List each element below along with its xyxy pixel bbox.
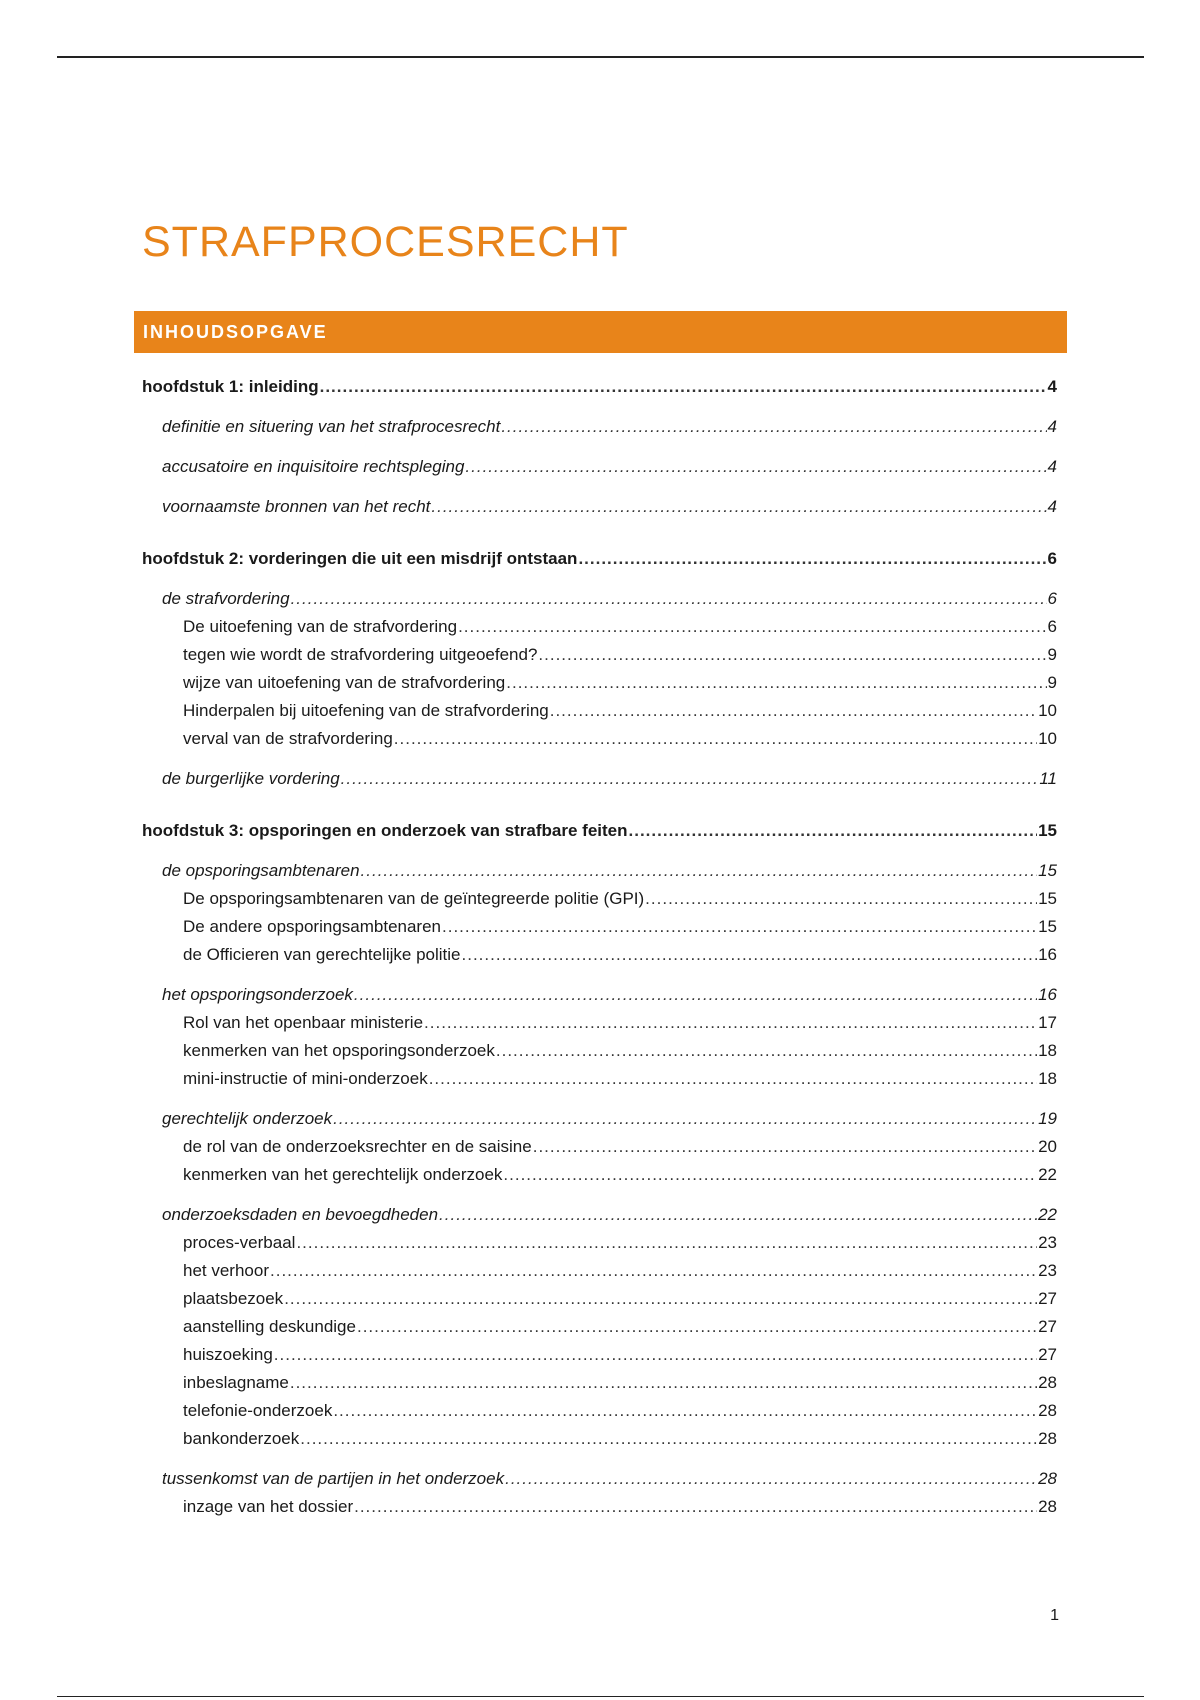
toc-entry-subsection[interactable] [142, 1040, 1057, 1062]
toc-entry-page: 15 [1038, 889, 1057, 908]
toc-entry-label: de strafvordering [162, 589, 290, 608]
toc-entry-label: De uitoefening van de strafvordering [183, 617, 458, 636]
toc-entry-page: 18 [1038, 1069, 1057, 1088]
toc-entry-page: 19 [1038, 1109, 1057, 1128]
toc-entry-section[interactable] [142, 984, 1057, 1006]
toc-entry-subsection[interactable] [142, 1068, 1057, 1090]
toc-entry-label: hoofdstuk 3: opsporingen en onderzoek van strafbare feiten [142, 821, 628, 840]
toc-entry-label: de rol van de onderzoeksrechter en de saisine [183, 1137, 532, 1156]
toc-entry-page: 16 [1038, 985, 1057, 1004]
toc-entry-page: 22 [1038, 1205, 1057, 1224]
toc-entry-subsection[interactable] [142, 888, 1057, 910]
toc-entry-label: bankonderzoek [183, 1429, 300, 1448]
toc-entry-subsection[interactable] [142, 944, 1057, 966]
toc-entry-label: inbeslagname [183, 1373, 289, 1392]
toc-entry-page: 27 [1038, 1345, 1057, 1364]
toc-entry-chapter[interactable] [142, 820, 1057, 842]
toc-entry-subsection[interactable] [142, 1164, 1057, 1186]
toc-entry-label: wijze van uitoefening van de strafvordering [183, 673, 506, 692]
toc-entry-subsection[interactable] [142, 1344, 1057, 1366]
toc-entry-section[interactable] [142, 1108, 1057, 1130]
toc-entry-label: mini-instructie of mini-onderzoek [183, 1069, 428, 1088]
toc-entry-page: 28 [1038, 1429, 1057, 1448]
toc-entry-subsection[interactable] [142, 1260, 1057, 1282]
toc-entry-label: hoofdstuk 2: vorderingen die uit een misdrijf ontstaan [142, 549, 578, 568]
toc-entry-label: verval van de strafvordering [183, 729, 393, 748]
toc-entry-page: 20 [1038, 1137, 1057, 1156]
toc-entry-page: 15 [1038, 861, 1057, 880]
toc-entry-label: voornaamste bronnen van het recht [162, 497, 431, 516]
toc-entry-section[interactable] [142, 860, 1057, 882]
toc-entry-subsection[interactable] [142, 1136, 1057, 1158]
toc-entry-subsection[interactable] [142, 1400, 1057, 1422]
toc-entry-page: 23 [1038, 1261, 1057, 1280]
toc-entry-section[interactable] [142, 1468, 1057, 1490]
toc-entry-chapter[interactable] [142, 548, 1057, 570]
toc-entry-page: 15 [1038, 917, 1057, 936]
toc-entry-subsection[interactable] [142, 1496, 1057, 1518]
toc-entry-page: 6 [1047, 617, 1057, 636]
toc-entry-page: 4 [1047, 497, 1057, 516]
toc-entry-page: 16 [1038, 945, 1057, 964]
toc-entry-subsection[interactable] [142, 672, 1057, 694]
document-title: STRAFPROCESRECHT [142, 218, 629, 266]
toc-entry-page: 22 [1038, 1165, 1057, 1184]
toc-heading: INHOUDSOPGAVE [143, 321, 328, 342]
toc-entry-subsection[interactable] [142, 616, 1057, 638]
toc-entry-label: het verhoor [183, 1261, 269, 1280]
toc-entry-page: 6 [1047, 589, 1057, 608]
toc-entry-subsection[interactable] [142, 1012, 1057, 1034]
toc-entry-section[interactable] [142, 496, 1057, 518]
toc-entry-page: 28 [1038, 1401, 1057, 1420]
toc-entry-subsection[interactable] [142, 1288, 1057, 1310]
toc-entry-label: De opsporingsambtenaren van de geïntegreerde politie (GPI) [183, 889, 645, 908]
toc-entry-label: tegen wie wordt de strafvordering uitgeoefend? [183, 645, 538, 664]
toc-entry-page: 10 [1038, 701, 1057, 720]
toc-entry-label: aanstelling deskundige [183, 1317, 356, 1336]
toc-heading-banner [134, 311, 1067, 353]
footer-rule [57, 1696, 1144, 1697]
toc-entry-label: De andere opsporingsambtenaren [183, 917, 442, 936]
toc-entry-label: Hinderpalen bij uitoefening van de strafvordering [183, 701, 549, 720]
toc-entry-page: 28 [1038, 1469, 1057, 1488]
toc-entry-label: het opsporingsonderzoek [162, 985, 353, 1004]
toc-entry-page: 27 [1038, 1289, 1057, 1308]
toc-entry-page: 17 [1038, 1013, 1057, 1032]
toc-entry-page: 10 [1038, 729, 1057, 748]
toc-entry-page: 4 [1047, 377, 1057, 396]
toc-entry-page: 27 [1038, 1317, 1057, 1336]
toc-entry-label: plaatsbezoek [183, 1289, 284, 1308]
toc-entry-label: de burgerlijke vordering [162, 769, 340, 788]
toc-entry-subsection[interactable] [142, 728, 1057, 750]
toc-entry-label: de opsporingsambtenaren [162, 861, 360, 880]
toc-entry-label: proces-verbaal [183, 1233, 296, 1252]
toc-entry-page: 9 [1047, 645, 1057, 664]
toc-entry-subsection[interactable] [142, 700, 1057, 722]
toc-entry-label: gerechtelijk onderzoek [162, 1109, 333, 1128]
toc-entry-label: accusatoire en inquisitoire rechtspleging [162, 457, 465, 476]
toc-entry-page: 28 [1038, 1373, 1057, 1392]
toc-entry-label: definitie en situering van het strafprocesrecht [162, 417, 501, 436]
toc-entry-section[interactable] [142, 768, 1057, 790]
toc-entry-subsection[interactable] [142, 1428, 1057, 1450]
toc-entry-label: inzage van het dossier [183, 1497, 354, 1516]
toc-entry-subsection[interactable] [142, 1372, 1057, 1394]
toc-entry-label: kenmerken van het opsporingsonderzoek [183, 1041, 495, 1060]
toc-entry-subsection[interactable] [142, 1316, 1057, 1338]
toc-entry-page: 6 [1047, 549, 1057, 568]
toc-entry-label: onderzoeksdaden en bevoegdheden [162, 1205, 439, 1224]
toc-entry-page: 9 [1047, 673, 1057, 692]
toc-entry-page: 4 [1047, 417, 1057, 436]
toc-entry-label: de Officieren van gerechtelijke politie [183, 945, 461, 964]
toc-entry-page: 15 [1038, 821, 1057, 840]
page-number: 1 [1050, 1607, 1059, 1624]
header-rule [57, 56, 1144, 58]
toc-entry-section[interactable] [142, 416, 1057, 438]
table-of-contents [142, 376, 1057, 1518]
toc-entry-section[interactable] [142, 456, 1057, 478]
toc-entry-section[interactable] [142, 1204, 1057, 1226]
toc-entry-subsection[interactable] [142, 1232, 1057, 1254]
toc-entry-chapter[interactable] [142, 376, 1057, 398]
toc-entry-label: Rol van het openbaar ministerie [183, 1013, 424, 1032]
toc-entry-label: tussenkomst van de partijen in het onderzoek [162, 1469, 505, 1488]
toc-entry-label: kenmerken van het gerechtelijk onderzoek [183, 1165, 503, 1184]
toc-entry-page: 23 [1038, 1233, 1057, 1252]
toc-entry-subsection[interactable] [142, 916, 1057, 938]
toc-entry-label: hoofdstuk 1: inleiding [142, 377, 319, 396]
toc-entry-page: 11 [1039, 769, 1057, 788]
toc-entry-label: telefonie-onderzoek [183, 1401, 333, 1420]
toc-entry-section[interactable] [142, 588, 1057, 610]
toc-entry-page: 28 [1038, 1497, 1057, 1516]
toc-entry-page: 4 [1047, 457, 1057, 476]
toc-entry-subsection[interactable] [142, 644, 1057, 666]
toc-entry-label: huiszoeking [183, 1345, 273, 1364]
toc-entry-page: 18 [1038, 1041, 1057, 1060]
